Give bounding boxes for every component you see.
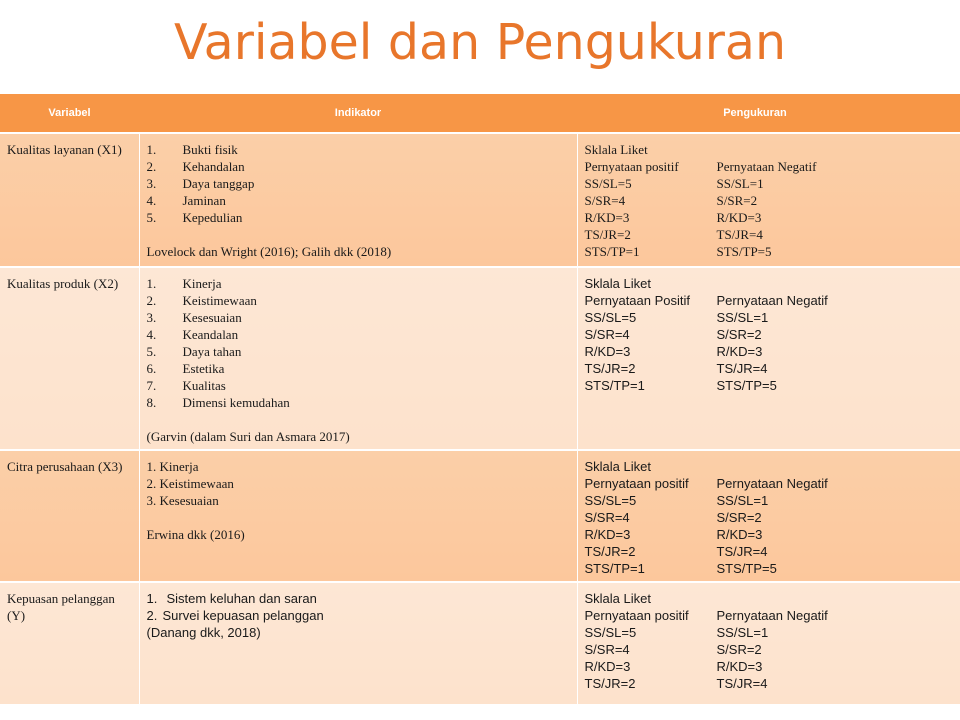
list-item: 8. Dimensi kemudahan xyxy=(146,395,290,410)
variable-cell: Kualitas produk (X2) xyxy=(0,267,139,450)
scale-row: S/SR=4 S/SR=2 xyxy=(584,642,762,657)
scale-row: TS/JR=2 TS/JR=4 xyxy=(584,544,768,559)
scale-row: S/SR=4 S/SR=2 xyxy=(584,510,762,525)
list-item: 3. Kesesuaian xyxy=(146,310,242,325)
scale-row: R/KD=3 R/KD=3 xyxy=(584,210,762,225)
list-item: 5. Kepedulian xyxy=(146,210,243,225)
scale-row: TS/JR=2 TS/JR=4 xyxy=(584,361,768,376)
list-item: 6. Estetika xyxy=(146,361,225,376)
list-item: 4. Jaminan xyxy=(146,193,226,208)
scale-head: Pernyataan Positif Pernyataan Negatif xyxy=(584,293,828,308)
list-item: 1. Bukti fisik xyxy=(146,142,238,157)
indicator-list xyxy=(147,590,571,624)
list-item: 1. Kinerja xyxy=(146,276,222,291)
list-item: 4. Keandalan xyxy=(146,327,239,342)
indicator-list xyxy=(147,141,571,226)
measurement-cell xyxy=(577,267,960,450)
source-note: (Danang dkk, 2018) xyxy=(146,625,261,640)
table-header-row xyxy=(0,94,960,133)
scale-row: SS/SL=5 SS/SL=1 xyxy=(584,493,769,508)
variable-cell: Kepuasan pelanggan (Y) xyxy=(0,582,139,704)
indicator-cell xyxy=(139,582,577,704)
list-item: 2. Survei kepuasan pelanggan xyxy=(146,608,324,623)
variable-cell: Citra perusahaan (X3) xyxy=(0,450,139,582)
scale-row: R/KD=3 R/KD=3 xyxy=(584,527,763,542)
scale-row: SS/SL=5 SS/SL=1 xyxy=(584,176,764,191)
list-item: 3. Daya tanggap xyxy=(146,176,255,191)
scale-row: R/KD=3 R/KD=3 xyxy=(584,344,763,359)
scale-row: STS/TP=1 STS/TP=5 xyxy=(584,244,772,259)
source-note: Erwina dkk (2016) xyxy=(146,527,245,542)
variable-cell: Kualitas layanan (X1) xyxy=(0,133,139,267)
scale-row: R/KD=3 R/KD=3 xyxy=(584,659,763,674)
list-item: 2. Keistimewaan xyxy=(146,293,257,308)
scale-row: STS/TP=1 STS/TP=5 xyxy=(584,561,777,576)
indicator-list xyxy=(147,275,571,411)
scale-row: SS/SL=5 SS/SL=1 xyxy=(584,625,769,640)
scale-row: S/SR=4 S/SR=2 xyxy=(584,327,762,342)
scale-head: Pernyataan positif Pernyataan Negatif xyxy=(584,608,828,623)
indicator-line: 2. Keistimewaan xyxy=(146,476,234,491)
scale-title: Sklala Liket xyxy=(584,142,648,157)
scale-head: Pernyataan positif Pernyataan Negatif xyxy=(584,159,817,174)
variables-table xyxy=(0,94,960,704)
indicator-line: 1. Kinerja xyxy=(146,459,199,474)
scale-row: TS/JR=2 TS/JR=4 xyxy=(584,676,768,691)
indicator-cell xyxy=(139,267,577,450)
scale-row: TS/JR=2 TS/JR=4 xyxy=(584,227,763,242)
header-pengukuran: Pengukuran xyxy=(577,94,933,133)
measurement-cell xyxy=(577,450,960,582)
scale-title: Sklala Liket xyxy=(584,591,651,606)
indicator-cell xyxy=(139,133,577,267)
scale-row: SS/SL=5 SS/SL=1 xyxy=(584,310,769,325)
slide-title: Variabel dan Pengukuran xyxy=(173,14,787,71)
list-item: 2. Kehandalan xyxy=(146,159,245,174)
table-row xyxy=(0,582,960,704)
header-indikator: Indikator xyxy=(139,94,577,133)
table-row xyxy=(0,450,960,582)
list-item: 7. Kualitas xyxy=(146,378,226,393)
measurement-cell xyxy=(577,133,960,267)
list-item: 1. Sistem keluhan dan saran xyxy=(146,591,317,606)
scale-row: STS/TP=1 STS/TP=5 xyxy=(584,378,777,393)
source-note: Lovelock dan Wright (2016); Galih dkk (2018) xyxy=(146,244,392,259)
measurement-cell xyxy=(577,582,960,704)
header-spacer xyxy=(933,94,960,133)
indicator-line: 3. Kesesuaian xyxy=(146,493,219,508)
scale-title: Sklala Liket xyxy=(584,276,651,291)
table-row xyxy=(0,133,960,267)
source-note: (Garvin (dalam Suri dan Asmara 2017) xyxy=(146,429,350,444)
scale-row: S/SR=4 S/SR=2 xyxy=(584,193,758,208)
table-row xyxy=(0,267,960,450)
scale-head: Pernyataan positif Pernyataan Negatif xyxy=(584,476,828,491)
scale-title: Sklala Liket xyxy=(584,459,651,474)
header-variabel: Variabel xyxy=(0,94,139,133)
indicator-cell xyxy=(139,450,577,582)
list-item: 5. Daya tahan xyxy=(146,344,242,359)
